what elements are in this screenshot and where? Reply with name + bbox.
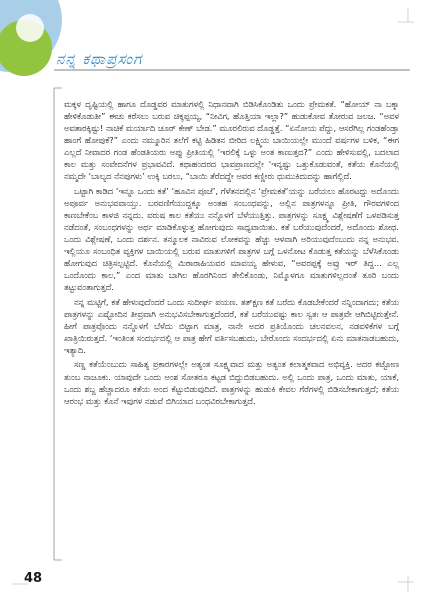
- corner-circles-graphic: [0, 0, 62, 76]
- paragraph: ಒಟ್ಟಾಗಿ ಕಾಡಿದ ‘ಇನ್ನೂ ಒಂದು ಕತೆ’ ‘ಹೂವಿನ ಪೂಜೆ’, ಗೆಳೆತನದಲ್ಲಿನ ‘ಪ್ರೇಮಕತೆ’ಯನ್ನು ಬರೆಯಲು ಹೊರಟದ್ದು ಅದೊಂದು ಅಪೂರ್ವ ಅನುಭವವಾಯ್ತು. ಬರವಣಿಗೆಯುದ್ದಕ್ಕೂ ಅಂತಹ ಸಂಬಂಧವನ್ನು, ಅಲ್ಲಿನ ಪಾತ್ರಗಳನ್ನೂ ಪ್ರೀತಿ, ಗೌರವಗಳಿಂದ ಕಾಣಬೇಕೆಂಬ ಕಾಳಜಿ ನನ್ನದು. ವರುಷ ಕಾಲ ಕತೆಯು ನನ್ನೊಳಗೆ ಬೆಳೆಯುತ್ತಿತ್ತು. ಪಾತ್ರಗಳನ್ನು ಸೂಕ್ಷ್ಮ ವಿಶ್ಲೇಷಣೆಗೆ ಒಳಪಡಿಸುತ್ತ ನಡೆದಂತೆ, ಸಂಬಂಧಗಳನ್ನು ಅರ್ಥ ಮಾಡಿಕೊಳ್ಳುತ್ತ ಹೋಗುವುದು ಸಾಧ್ಯವಾಯಿತು. ಕತೆ ಬರೆಯುವುದೆಂದರೆ, ಅದೊಂದು ಶೋಧ. ಒಂದು ವಿಶ್ಲೇಷಣೆ, ಒಂದು ದರ್ಶನ. ತನ್ಮೂಲಕ ನಾವಿರುವ ಲೋಕವನ್ನು ಹೆಚ್ಚು ಆಳವಾಗಿ ಅರಿಯುವುದೆಂಬುದು ನನ್ನ ಅನುಭವ. ಇಲ್ಲಿಯೂ ಸಂಬಂಧಿತ ವ್ಯಕ್ತಿಗಳ ಬಾಯಿಯಲ್ಲಿ ಬರುವ ಮಾತುಗಳಿಗೆ ಪಾತ್ರಗಳ ಬಗ್ಗೆ ಒಳನೋಟ ಕೊಡುತ್ತ ಕತೆಯನ್ನು ಬೆಳೆಸಿಕೊಂಡು ಹೋಗುವುದ ಚಿತ್ರಿಸಲ್ಪಟ್ಟಿದೆ. ಕೊನೆಯಲ್ಲಿ ಮಿಠಾರಾಹಿಯವರ ಮಾವಯ್ಯ ಹೇಳುವ, “ಅವರಪ್ಪಕ್ಕೆ ಅವ್ರು ಇರ್ ತಿದ್ದ... ಎಲ್ಲ ಒಂದೊಂದು ಕಾಲ,” ಎಂದ ಮಾತು ಬಾಗಿಲ ಹೊರಗಿನಿಂದ ತೇಲಿಕೊಂಡು, ನಿಮ್ಮೊಳಗೂ ಮಾತುಗಳಿಲ್ಲದಂತೆ ತೂರಿ ಬಂದು ತಟ್ಟುವಂತಾಗುತ್ತದೆ.: [64, 185, 399, 293]
- article-body: [64, 98, 399, 553]
- paragraph: ನನ್ನ ಮಟ್ಟಿಗೆ, ಕತೆ ಹೇಳುವುದೆಂದರೆ ಒಂದು ಸುದೀರ್ಘ ಪಯಣ. ತತ್‌ಕ್ಷಣ ಕತೆ ಬರೆದು ಕೊಡಬೇಕೆಂದರೆ ನನ್ನಿಂದಾಗದು; ಕತೆಯ ಪಾತ್ರಗಳನ್ನು ಎಷ್ಟೋದಿನ ತೀವ್ರವಾಗಿ ಅನುಭವಿಸಬೇಕಾಗುತ್ತದೆಂದರೆ, ಕತೆ ಬರೆಯುವಷ್ಟು ಕಾಲ ಸ್ವತಃ ಆ ಪಾತ್ರವೇ ಆಗಿಬಿಟ್ಟಿರುತ್ತೇನೆ. ಹೀಗೆ ಪಾತ್ರವೊಂದು ನನ್ನೊಳಗೆ ಬೆಳೆದು ಬಿಟ್ಟಾಗ ಮಾತ್ರ, ನಾನೇ ಅದರ ಪ್ರತಿಯೊಂದು ಚಲನವಲನ, ನಡವಳಿಕೆಗಳ ಬಗ್ಗೆ ಖಾತ್ರಿಯಿರುತ್ತದೆ. ‘ಇಂತಿಂತ ಸಂದರ್ಭದಲ್ಲಿ ಆ ಪಾತ್ರ ಹೇಗೆ ವರ್ತಿಸಬಹುದು, ಬೇರೊಂದು ಸಂದರ್ಭದಲ್ಲಿ ಏನು ಮಾತನಾಡಬಹುದು, ಇತ್ಯಾದಿ.: [64, 296, 399, 355]
- paragraph: ಸಣ್ಣ ಕತೆಯೆಂಬುದು ಸಾಹಿತ್ಯ ಪ್ರಕಾರಗಳಲ್ಲೇ ಅತ್ಯಂತ ಸೂಕ್ಷ್ಮವಾದ ಮತ್ತು ಅತ್ಯಂತ ಕಲಾತ್ಮಕವಾದ ಅಭಿವ್ಯಕ್ತಿ. ಅದರ ಕಟ್ಟೋಣ ತುಂಬ ನಾಜೂಕು. ಯಾವುದೇ ಒಂದು ಅಂಶ ಸೋತರೂ ಕಟ್ಟಡ ಬಿದ್ದುಬಿಡಬಹುದು. ಅಲ್ಲಿ ಒಂದು ಪಾತ್ರ, ಒಂದು ಮಾತು, ಯಾಕೆ, ಒಂದು ಶಬ್ದ ಹೆಚ್ಚಾದರೂ ಕತೆಯ ಅಂದ ಕೆಟ್ಟುಬಿಡುವುದಿದೆ. ಪಾತ್ರಗಳನ್ನು ಹುಡುಕಿ ಕೇವಲ ಗೆರೆಗಳಲ್ಲಿ ಬಿಡಿಸಬೇಕಾಗುತ್ತದೆ; ಕತೆಯ ಆರಂಭ ಮತ್ತು ಕೊನೆ ಇವುಗಳ ನಡುವೆ ಬಿಗಿಯಾದ ಬಂಧವಿರಬೇಕಾಗುತ್ತದೆ.: [64, 359, 399, 406]
- text-column-rules: [54, 88, 62, 560]
- page-number: 48: [24, 571, 43, 586]
- paragraph: ಮಕ್ಕಳ ದೃಷ್ಟಿಯಲ್ಲಿ ಹಾಗೂ ದೊಡ್ಡವರ ಮಾತುಗಳಲ್ಲಿ ನಿಧಾನವಾಗಿ ಬಿಡಿಸಿಕೊಂಡಿತು ಒಂದು ಪ್ರೇಮಕತೆ. “ಹೋಯ್ ನಾ ಬಕ್ಕಾ ಹೇಳಿಕೊಡುತೀ” ಈಚು ಕರೆಸಲು ಬರುವ ಚಿಕ್ಕಪ್ಪಯ್ಯ, “ನೀವಿಗ, ಹೊತ್ತಿಯಾ ಇಲ್ಲಾ?” ಹುಡುಕೋವ ತೋರುವ ಜಲಜ. “ಅವಳ ಅವತಾರಕ್ಕಿಷ್ಟು! ನಾಚಿಕೆ ಮರ್ಯಾದಿ ಚೂರ್ ಕೇಣ್ ಬೇಡ.” ಮೂರಲಿರುವ ದೊಡ್ಡತ್ತೆ. “ಏನೋಯ ಪೆದ್ದು, ಆಸರೆಗಿಲ್ಲ ಗಂಡಹೆಂಡ್ತಾ ಹಾಂಗೆ ಹೋಪುಕೆ?” ಎಂದು ನಮ್ಮೂರಿನ ತಲೆಗೆ ಕಟ್ಟಿ ಹಿಡಿತನ ಬೀರಿದ ಲಕ್ಷ್ಮಿಯ ಬಾಯಿಯಲ್ಲೇ ಮುಂದೆ ವರ್ಷಗಳ ಬಳಿಕ, “ಈಗ ಎಲ್ಲದೆ ನೀವಾದರ ಗಂಡ ಹೆಂಡತಿಯರು ಅಪ್ಪು ಪ್ರೀತಿಯಲ್ಲಿ ‘ಇರಲಿಕ್ಕೆ ಒಳ್ಳು ಅಂತ ಕಾಣುತ್ತದ?” ಎಂದು ಹೇಳಿಸುವಲ್ಲಿ, ಬದಲಾದ ಕಾಲ ಮತ್ತು ಸಂವೇದನೆಗಳ ಪ್ರಭಾವವಿದೆ. ಕಥಾಹಂದರದ ಭಾವಪ್ರಾಣದಲ್ಲೇ ‘ಇನ್ಯಷ್ಟು ಒತ್ತುಕೊಡುವಂತೆ, ಕತೆಯ ಕೊನೆಯಲ್ಲಿ ನಮ್ಮದೇ ‘ಬಾಲ್ಯದ ನೆನಪುಗಳು’ ಉಕ್ಕಿ ಬರಲು, “ಬಾಯಿ ತೆರೆದದ್ದೇ ಅವರ ಕಣ್ಣೀರು ಧುಮುಕಿದುದನ್ನು ಹಾಗೆಲ್ಲಿದೆ.: [64, 99, 399, 182]
- page-title: ನನ್ನ ಕಥಾಪ್ರಸಂಗ: [56, 50, 143, 68]
